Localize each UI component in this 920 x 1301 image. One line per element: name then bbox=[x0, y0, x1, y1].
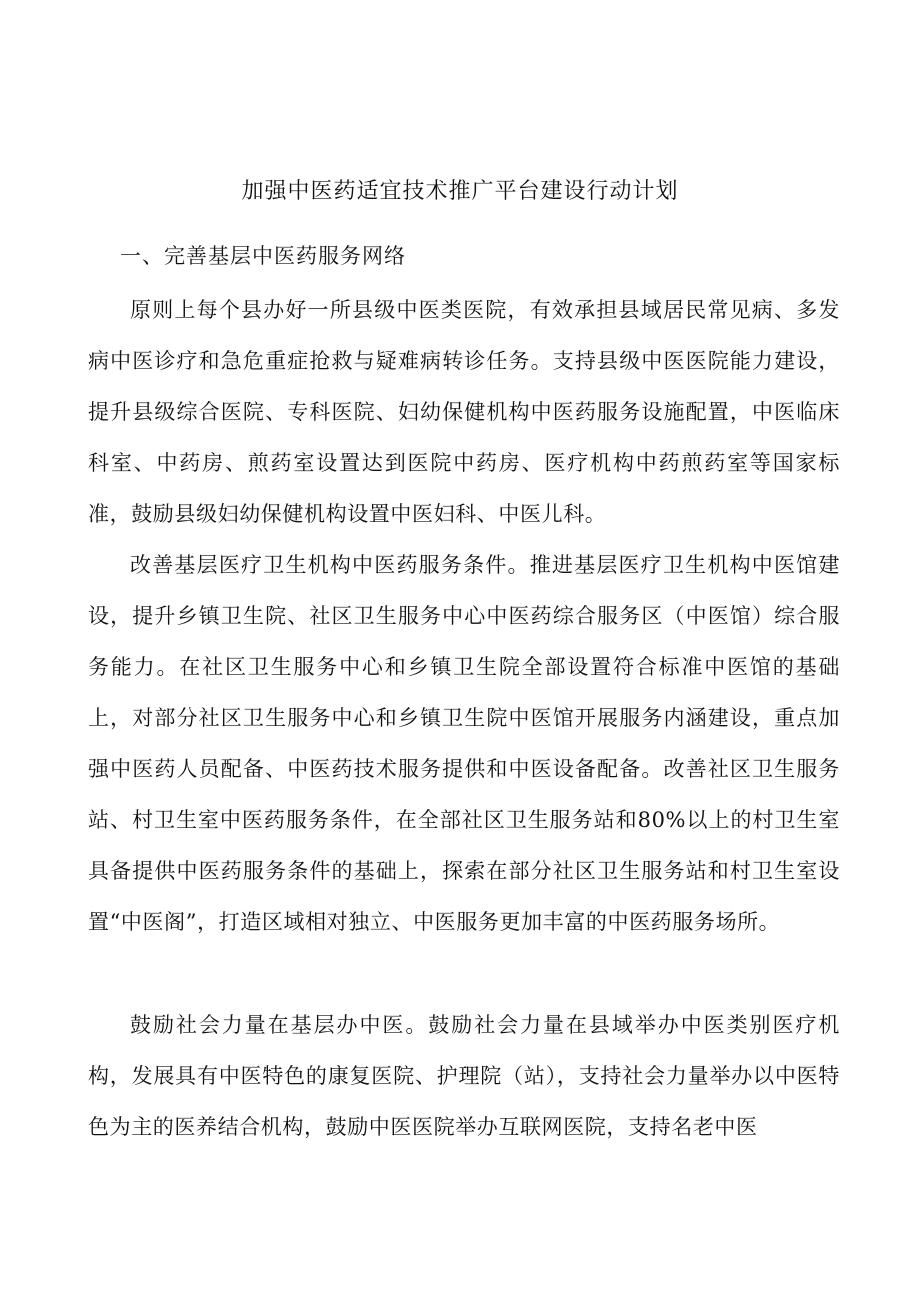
paragraph: 改善基层医疗卫生机构中医药服务条件。推进基层医疗卫生机构中医馆建设，提升乡镇卫生院、社区卫生服务中心中医药综合服务区（中医馆）综合服务能力。在社区卫生服务中心和乡镇卫生院全部设置符合标准中医馆的基础上，对部分社区卫生服务中心和乡镇卫生院中医馆开展服务内涵建设，重点加强中医药人员配备、中医药技术服务提供和中医设备配备。改善社区卫生服务站、村卫生室中医药服务条件，在全部社区卫生服务站和80%以上的村卫生室具备提供中医药服务条件的基础上，探索在部分社区卫生服务站和村卫生室设置“中医阁”，打造区域相对独立、中医服务更加丰富的中医药服务场所。 bbox=[88, 553, 840, 934]
document-title: 加强中医药适宜技术推广平台建设行动计划 bbox=[241, 179, 679, 204]
section-heading: 一、完善基层中医药服务网络 bbox=[120, 244, 406, 268]
paragraph: 鼓励社会力量在基层办中医。鼓励社会力量在县域举办中医类别医疗机构，发展具有中医特色的康复医院、护理院（站），支持社会力量举办以中医特色为主的医养结合机构，鼓励中医医院举办互联网医院，支持名老中医 bbox=[88, 1013, 840, 1139]
paragraph: 原则上每个县办好一所县级中医类医院，有效承担县域居民常见病、多发病中医诊疗和急危重症抢救与疑难病转诊任务。支持县级中医医院能力建设，提升县级综合医院、专科医院、妇幼保健机构中医药服务设施配置，中医临床科室、中药房、煎药室设置达到医院中药房、医疗机构中药煎药室等国家标准，鼓励县级妇幼保健机构设置中医妇科、中医儿科。 bbox=[88, 298, 840, 526]
